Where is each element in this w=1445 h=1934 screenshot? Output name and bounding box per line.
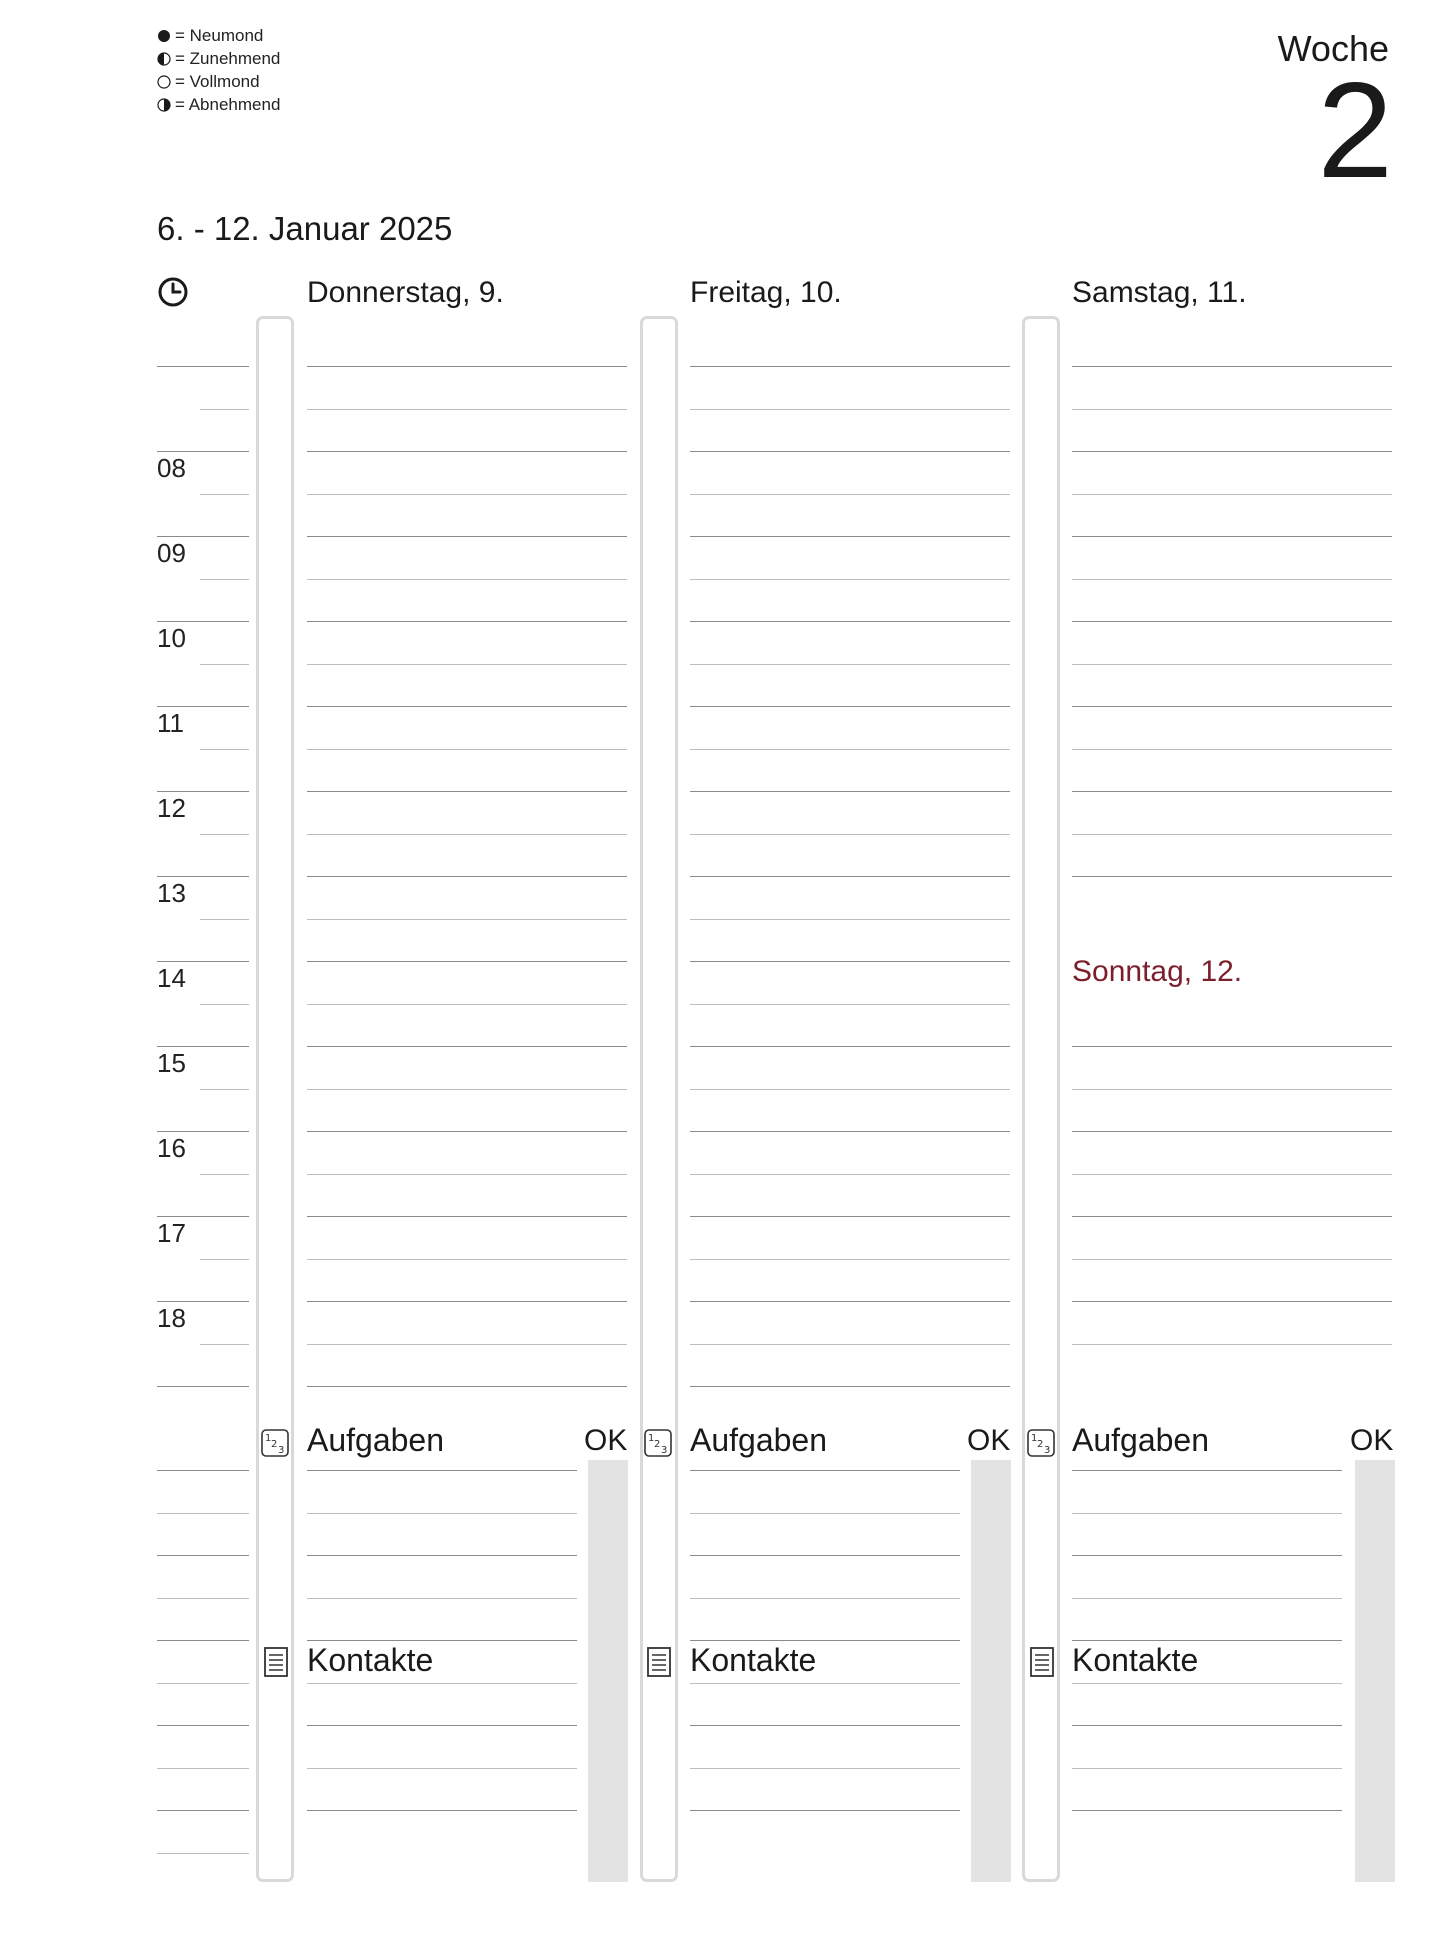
- waning-moon-icon: [157, 98, 171, 112]
- hour-label: 17: [157, 1218, 186, 1248]
- ruled-line: [157, 451, 249, 452]
- ruled-line: [200, 1089, 249, 1090]
- ruled-line: [690, 366, 1010, 367]
- ruled-line: [157, 706, 249, 707]
- hour-label: 15: [157, 1048, 186, 1078]
- week-label: Woche: [1277, 28, 1389, 69]
- ruled-line: [307, 1174, 627, 1175]
- svg-text:1: 1: [265, 1433, 272, 1444]
- ruled-line: [690, 749, 1010, 750]
- day-title-sunday: Sonntag, 12.: [1072, 955, 1243, 988]
- ruled-line: [690, 664, 1010, 665]
- ruled-line: [690, 1216, 1010, 1217]
- ruled-line: [157, 621, 249, 622]
- ruled-line: [690, 1513, 960, 1514]
- week-number: 2: [1317, 54, 1393, 206]
- legend-row: [157, 95, 280, 115]
- ruled-line: [307, 1598, 577, 1599]
- ruled-line: [690, 1259, 1010, 1260]
- contacts-list-icon: [645, 1646, 673, 1678]
- ruled-line: [307, 451, 627, 452]
- ruled-line: [157, 1386, 249, 1387]
- ruled-line: [307, 1683, 577, 1684]
- ruled-line: [200, 579, 249, 580]
- ruled-line: [690, 494, 1010, 495]
- ruled-line: [1072, 621, 1392, 622]
- ruled-line: [1072, 1174, 1392, 1175]
- ruled-line: [690, 1344, 1010, 1345]
- ruled-line: [157, 1470, 249, 1471]
- ruled-line: [200, 1259, 249, 1260]
- ruled-line: [1072, 1344, 1392, 1345]
- ruled-line: [1072, 536, 1392, 537]
- ruled-line: [157, 366, 249, 367]
- ruled-line: [307, 1046, 627, 1047]
- legend-text: = Abnehmend: [175, 95, 281, 114]
- svg-text:3: 3: [661, 1445, 668, 1456]
- tasks-heading: Aufgaben: [307, 1422, 445, 1458]
- ruled-line: [307, 366, 627, 367]
- ruled-line: [1072, 1216, 1392, 1217]
- ruled-line: [157, 536, 249, 537]
- ruled-line: [690, 1555, 960, 1556]
- ruled-line: [690, 1174, 1010, 1175]
- ruled-line: [690, 791, 1010, 792]
- numbered-list-icon: [1025, 1427, 1057, 1459]
- contacts-list-icon: [262, 1646, 290, 1678]
- ruled-line: [307, 876, 627, 877]
- ok-heading: OK: [584, 1424, 628, 1457]
- ruled-line: [690, 1725, 960, 1726]
- ruled-line: [1072, 1683, 1342, 1684]
- ruled-line: [200, 494, 249, 495]
- ruled-line: [1072, 1470, 1342, 1471]
- ruled-line: [200, 1004, 249, 1005]
- ruled-line: [157, 1131, 249, 1132]
- svg-text:1: 1: [1031, 1433, 1038, 1444]
- ruled-line: [690, 876, 1010, 877]
- ok-heading: OK: [1350, 1424, 1394, 1457]
- ruled-line: [307, 791, 627, 792]
- ruled-line: [307, 1725, 577, 1726]
- legend-row: [157, 72, 260, 92]
- hour-label: 18: [157, 1303, 186, 1333]
- ruled-line: [690, 1683, 960, 1684]
- ruled-line: [1072, 451, 1392, 452]
- numbered-list-icon: [259, 1427, 291, 1459]
- contacts-heading: Kontakte: [1072, 1642, 1199, 1678]
- ruled-line: [1072, 1725, 1342, 1726]
- contacts-list-icon: [1028, 1646, 1056, 1678]
- ruled-line: [307, 1131, 627, 1132]
- ruled-line: [690, 409, 1010, 410]
- hour-label: 11: [157, 708, 184, 738]
- ruled-line: [1072, 1555, 1342, 1556]
- day-title-saturday: Samstag, 11.: [1072, 276, 1247, 309]
- full-moon-icon: [157, 75, 171, 89]
- hour-label: 12: [157, 793, 186, 823]
- day-title-thursday: Donnerstag, 9.: [307, 276, 504, 309]
- ruled-line: [307, 1301, 627, 1302]
- ruled-line: [157, 1725, 249, 1726]
- ruled-line: [307, 409, 627, 410]
- ruled-line: [307, 1216, 627, 1217]
- hour-label: 08: [157, 453, 186, 483]
- ruled-line: [307, 621, 627, 622]
- ruled-line: [1072, 1810, 1342, 1811]
- ruled-line: [200, 834, 249, 835]
- ruled-line: [307, 1470, 577, 1471]
- ruled-line: [690, 706, 1010, 707]
- ruled-line: [307, 579, 627, 580]
- ruled-line: [690, 1470, 960, 1471]
- legend-row: [157, 26, 263, 46]
- hour-label: 09: [157, 538, 186, 568]
- ruled-line: [307, 1259, 627, 1260]
- ruled-line: [200, 409, 249, 410]
- ruled-line: [307, 1810, 577, 1811]
- ruled-line: [307, 961, 627, 962]
- ok-heading: OK: [967, 1424, 1011, 1457]
- ruled-line: [690, 1386, 1010, 1387]
- ruled-line: [690, 536, 1010, 537]
- ruled-line: [157, 1640, 249, 1641]
- ruled-line: [690, 961, 1010, 962]
- svg-text:2: 2: [271, 1439, 278, 1450]
- date-range-title: 6. - 12. Januar 2025: [157, 210, 453, 247]
- ruled-line: [157, 876, 249, 877]
- ruled-line: [690, 451, 1010, 452]
- ruled-line: [1072, 1089, 1392, 1090]
- contacts-heading: Kontakte: [690, 1642, 817, 1678]
- ruled-line: [1072, 1259, 1392, 1260]
- ruled-line: [200, 919, 249, 920]
- svg-text:2: 2: [1037, 1439, 1044, 1450]
- ruled-line: [1072, 1598, 1342, 1599]
- ruled-line: [1072, 1768, 1342, 1769]
- ruled-line: [1072, 579, 1392, 580]
- tasks-heading: Aufgaben: [690, 1422, 828, 1458]
- ruled-line: [200, 664, 249, 665]
- new-moon-icon: [157, 29, 171, 43]
- ruled-line: [307, 494, 627, 495]
- svg-text:2: 2: [654, 1439, 661, 1450]
- hour-label: 13: [157, 878, 186, 908]
- svg-text:3: 3: [1044, 1445, 1051, 1456]
- ruled-line: [307, 919, 627, 920]
- tasks-heading: Aufgaben: [1072, 1422, 1210, 1458]
- ruled-line: [307, 1640, 577, 1641]
- ruled-line: [307, 1004, 627, 1005]
- ruled-line: [1072, 366, 1392, 367]
- ruled-line: [690, 1768, 960, 1769]
- ruled-line: [690, 1089, 1010, 1090]
- day-title-friday: Freitag, 10.: [690, 276, 842, 309]
- ruled-line: [200, 749, 249, 750]
- ruled-line: [157, 1216, 249, 1217]
- waxing-moon-icon: [157, 52, 171, 66]
- ruled-line: [157, 1301, 249, 1302]
- ruled-line: [157, 1598, 249, 1599]
- legend-row: [157, 49, 280, 69]
- ruled-line: [1072, 1131, 1392, 1132]
- ruled-line: [157, 1810, 249, 1811]
- ruled-line: [307, 834, 627, 835]
- ruled-line: [1072, 1513, 1342, 1514]
- ruled-line: [307, 664, 627, 665]
- ruled-line: [307, 536, 627, 537]
- ruled-line: [1072, 791, 1392, 792]
- ruled-line: [157, 1853, 249, 1854]
- ruled-line: [307, 706, 627, 707]
- ruled-line: [157, 791, 249, 792]
- ruled-line: [157, 1683, 249, 1684]
- clock-icon: [157, 276, 189, 308]
- ruled-line: [1072, 706, 1392, 707]
- ruled-line: [307, 1386, 627, 1387]
- ruled-line: [1072, 749, 1392, 750]
- ruled-line: [307, 1555, 577, 1556]
- ruled-line: [690, 621, 1010, 622]
- ruled-line: [690, 1640, 960, 1641]
- ruled-line: [157, 1513, 249, 1514]
- ruled-line: [1072, 409, 1392, 410]
- legend-text: = Neumond: [175, 26, 264, 45]
- ruled-line: [1072, 1301, 1392, 1302]
- ruled-line: [157, 1555, 249, 1556]
- svg-text:1: 1: [648, 1433, 655, 1444]
- ruled-line: [1072, 834, 1392, 835]
- ruled-line: [690, 1598, 960, 1599]
- svg-text:3: 3: [278, 1445, 285, 1456]
- ruled-line: [690, 834, 1010, 835]
- ruled-line: [690, 1810, 960, 1811]
- ruled-line: [157, 1768, 249, 1769]
- ruled-line: [307, 1513, 577, 1514]
- ruled-line: [690, 1004, 1010, 1005]
- contacts-heading: Kontakte: [307, 1642, 434, 1678]
- hour-label: 10: [157, 623, 186, 653]
- ruled-line: [307, 1768, 577, 1769]
- ok-check-column: [1355, 1460, 1395, 1882]
- legend-text: = Vollmond: [175, 72, 260, 91]
- ruled-line: [157, 1046, 249, 1047]
- ruled-line: [1072, 1046, 1392, 1047]
- legend-text: = Zunehmend: [175, 49, 281, 68]
- ruled-line: [690, 919, 1010, 920]
- ruled-line: [690, 579, 1010, 580]
- ruled-line: [1072, 1640, 1342, 1641]
- ruled-line: [200, 1344, 249, 1345]
- numbered-list-icon: [642, 1427, 674, 1459]
- ruled-line: [1072, 876, 1392, 877]
- ruled-line: [690, 1131, 1010, 1132]
- ok-check-column: [971, 1460, 1011, 1882]
- ruled-line: [690, 1301, 1010, 1302]
- ok-check-column: [588, 1460, 628, 1882]
- ruled-line: [200, 1174, 249, 1175]
- ruled-line: [307, 1089, 627, 1090]
- hour-label: 16: [157, 1133, 186, 1163]
- hour-label: 14: [157, 963, 186, 993]
- ruled-line: [1072, 494, 1392, 495]
- ruled-line: [307, 749, 627, 750]
- ruled-line: [157, 961, 249, 962]
- ruled-line: [307, 1344, 627, 1345]
- ruled-line: [1072, 664, 1392, 665]
- ruled-line: [690, 1046, 1010, 1047]
